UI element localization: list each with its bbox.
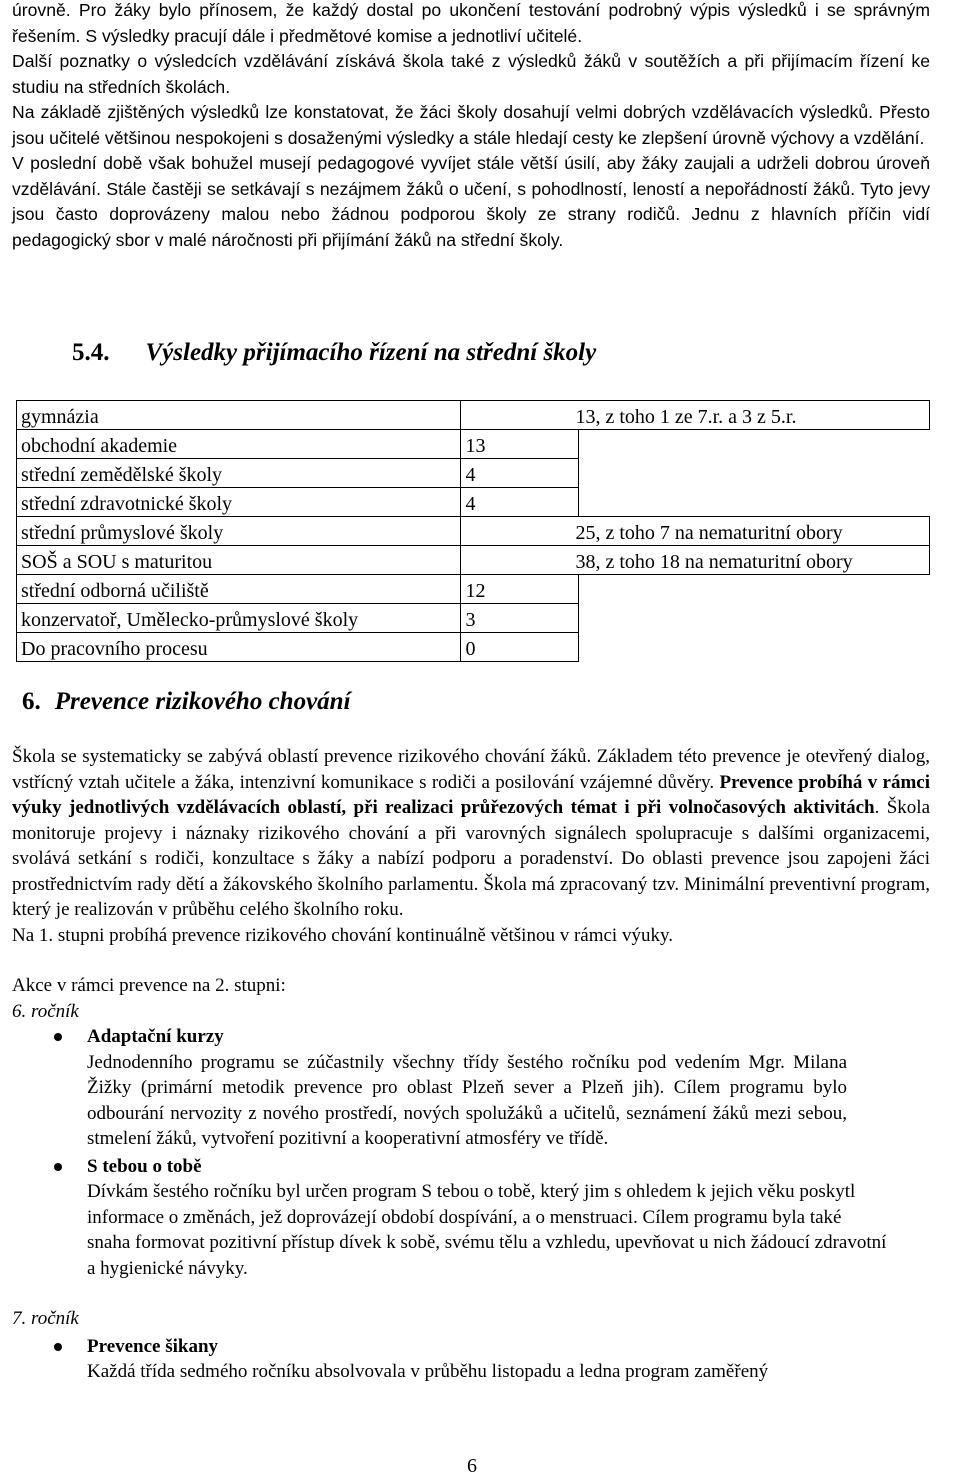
admission-results-table: [16, 400, 930, 662]
akce-heading: Akce v rámci prevence na 2. stupni:: [12, 975, 286, 996]
section-number: 6.: [22, 688, 41, 715]
prevention-paragraph: [12, 744, 930, 923]
count-cell: 4: [461, 488, 578, 517]
intro-paragraph: úrovně. Pro žáky bylo přínosem, že každý dostal po ukončení testování podrobný výpis výsledků i se správným řešením. S výsledky pracují dále i předmětové komise a jednotliví učitelé.: [12, 0, 930, 46]
school-type-cell: obchodní akademie: [17, 430, 461, 459]
prevention-text: . Škola monitoruje projevy i náznaky rizikového chování a při varovných signálech spolupracuje s dalšími organizacemi, svolává setkání s rodiči, konzultace s žáky a nabízí podporu a poradenství. Do oblasti prevence jsou zapojeni žáci prostřednictvím rady dětí a žákovského školního parlamentu. Škola má zpracovaný tzv. Minimální preventivní program, který je realizován v průběhu celého školního roku.: [12, 797, 931, 920]
item-text: Každá třída sedmého ročníku absolvovala v průběhu listopadu a ledna program zaměřený: [87, 1361, 769, 1382]
note-cell: [578, 575, 929, 604]
list-item: [12, 1334, 930, 1385]
intro-paragraph: Další poznatky o výsledcích vzdělávání získává škola také z výsledků žáků v soutěžích a při přijímacím řízení ke studiu na středních školách.: [12, 51, 930, 97]
count-cell: 3: [461, 604, 578, 633]
note-cell: [578, 633, 929, 662]
count-cell: 4: [461, 459, 578, 488]
table-row: [17, 401, 930, 430]
intro-block: [12, 0, 930, 253]
table-row: [17, 459, 930, 488]
section-number: 5.4.: [72, 339, 110, 366]
bullet-icon: [54, 1163, 62, 1171]
count-cell: 12: [461, 575, 578, 604]
item-title: Prevence šikany: [87, 1335, 219, 1357]
item-title: Adaptační kurzy: [87, 1026, 224, 1047]
item-text: Jednodenního programu se zúčastnily všechny třídy šestého ročníku pod vedením Mgr. Milana Žižky (primární metodik prevence pro oblast Plzeň sever a Plzeň jih). Cílem programu bylo odbourání nervozity z nového prostředí, nových spolužáků a učitelů, seznámení žáků mezi sebou, stmelení žáků, vytvoření pozitivní a kooperativní atmosféry ve třídě.: [87, 1051, 847, 1149]
note-cell: [578, 459, 929, 488]
table-row: [17, 546, 930, 575]
section-title: Výsledky přijímacího řízení na střední školy: [145, 339, 597, 366]
prevention-block: [12, 744, 930, 1385]
prevention-text: Škola se systematicky se zabývá oblastí prevence rizikového chování žáků. Základem této prevence je otevřený dialog, vstřícný vztah učitele a žáka, intenzivní komunikace s rodiči a posilování vzájemné důvěry.: [12, 746, 930, 793]
school-type-cell: konzervatoř, Umělecko-průmyslové školy: [17, 604, 461, 633]
item-text: Dívkám šestého ročníku byl určen program S tebou o tobě, který jim s ohledem k jejich věku poskytl informace o změnách, jež doprovázejí období dospívání, a o menstruaci. Cílem programu byla také snaha formovat pozitivní přístup dívek k sobě, svému tělu a vzhledu, upevňovat u nich žádoucí zdravotní a hygienické návyky.: [87, 1181, 887, 1279]
count-cell: 13, z toho 1 ze 7.r. a 3 z 5.r.: [461, 401, 930, 430]
bullet-icon: [54, 1033, 62, 1041]
school-type-cell: střední odborná učiliště: [17, 575, 461, 604]
table-row: [17, 488, 930, 517]
intro-paragraph: V poslední době však bohužel musejí pedagogové vyvíjet stále větší úsilí, aby žáky zaujali a udrželi dobrou úroveň vzdělávání. Stále častěji se setkávají s nezájmem žáků o učení, s pohodlností, leností a nepořádností žáků. Tyto jevy jsou často doprovázeny malou nebo žádnou podporou školy ze strany rodičů. Jednu z hlavních příčin vidí pedagogický sbor v malé náročnosti při přijímání žáků na střední školy.: [12, 153, 930, 250]
prevention-bold-text: Prevence probíhá v rámci výuky jednotlivých vzdělávacích oblastí, při realizaci průřezových témat i při volnočasových aktivitách: [12, 771, 930, 818]
note-cell: [578, 488, 929, 517]
count-cell: 38, z toho 18 na nematuritní obory: [461, 546, 930, 575]
prevention-paragraph: Na 1. stupni probíhá prevence rizikového chování kontinuálně většinou v rámci výuky.: [12, 924, 673, 946]
school-type-cell: střední průmyslové školy: [17, 517, 461, 546]
list-item: [12, 1024, 930, 1152]
school-type-cell: střední zdravotnické školy: [17, 488, 461, 517]
school-type-cell: střední zemědělské školy: [17, 459, 461, 488]
section-title: Prevence rizikového chování: [54, 688, 351, 715]
grade-6-label: 6. ročník: [12, 1000, 79, 1022]
school-type-cell: SOŠ a SOU s maturitou: [17, 546, 461, 575]
count-cell: 25, z toho 7 na nematuritní obory: [461, 517, 930, 546]
table-row: [17, 517, 930, 546]
table-row: [17, 575, 930, 604]
list-item: [12, 1154, 930, 1282]
note-cell: [578, 430, 929, 459]
school-type-cell: Do pracovního procesu: [17, 633, 461, 662]
table-row: [17, 604, 930, 633]
school-type-cell: gymnázia: [17, 401, 461, 430]
count-cell: 0: [461, 633, 578, 662]
section-heading-6: [22, 688, 351, 716]
section-heading-5-4: [72, 339, 596, 367]
item-title: S tebou o tobě: [87, 1155, 202, 1177]
page-number: 6: [467, 1455, 477, 1477]
table-row: [17, 430, 930, 459]
grade-7-label: 7. ročník: [12, 1308, 79, 1329]
bullet-icon: [54, 1343, 62, 1351]
count-cell: 13: [461, 430, 578, 459]
table-row: [17, 633, 930, 662]
intro-paragraph: Na základě zjištěných výsledků lze konstatovat, že žáci školy dosahují velmi dobrých vzdělávacích výsledků. Přesto jsou učitelé většinou nespokojeni s dosaženými výsledky a stále hledají cesty ke zlepšení úrovně výchovy a vzdělání.: [12, 102, 930, 148]
note-cell: [578, 604, 929, 633]
